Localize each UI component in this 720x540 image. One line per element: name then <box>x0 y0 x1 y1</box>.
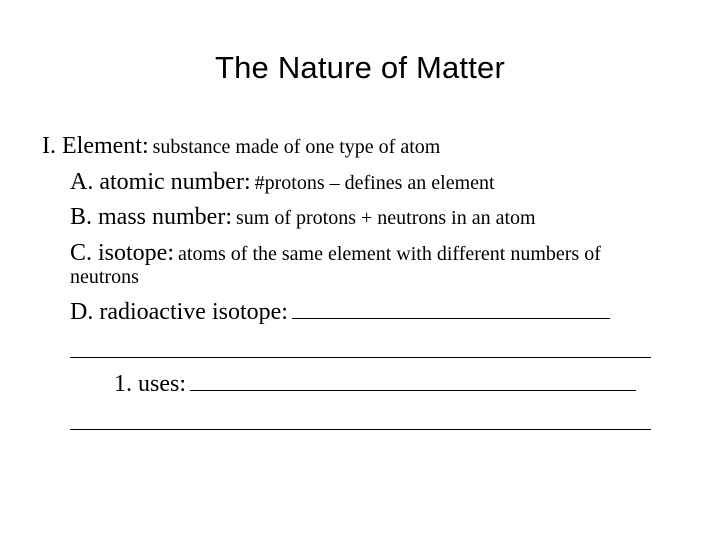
outline-item-atomic-number <box>70 167 495 197</box>
term-isotope: C. isotope: <box>70 240 175 266</box>
definition-atomic-number: #protons – defines an element <box>254 172 495 194</box>
term-mass-number: B. mass number: <box>70 204 232 230</box>
definition-mass-number: sum of protons + neutrons in an atom <box>236 207 536 229</box>
outline-item-radioactive-isotope <box>70 297 610 327</box>
definition-isotope: atoms of the same element with different numbers of <box>178 243 601 265</box>
outline-item-element <box>42 131 440 161</box>
definition-element: substance made of one type of atom <box>152 136 441 158</box>
slide-title: The Nature of Matter <box>214 50 505 85</box>
fill-in-blank-radioactive-isotope-line2[interactable] <box>70 357 651 358</box>
fill-in-blank-uses-line2[interactable] <box>70 429 651 430</box>
outline-item-isotope <box>70 238 601 268</box>
outline-item-uses <box>114 369 636 399</box>
fill-in-blank-uses[interactable] <box>190 372 636 391</box>
definition-isotope-wrap: neutrons <box>70 266 139 288</box>
fill-in-blank-radioactive-isotope[interactable] <box>292 300 610 319</box>
term-atomic-number: A. atomic number: <box>70 169 251 195</box>
definition-isotope-continuation <box>70 266 139 289</box>
term-radioactive-isotope: D. radioactive isotope: <box>70 299 288 325</box>
term-element: I. Element: <box>42 133 149 159</box>
term-uses: 1. uses: <box>114 371 186 397</box>
outline-item-mass-number <box>70 202 536 232</box>
